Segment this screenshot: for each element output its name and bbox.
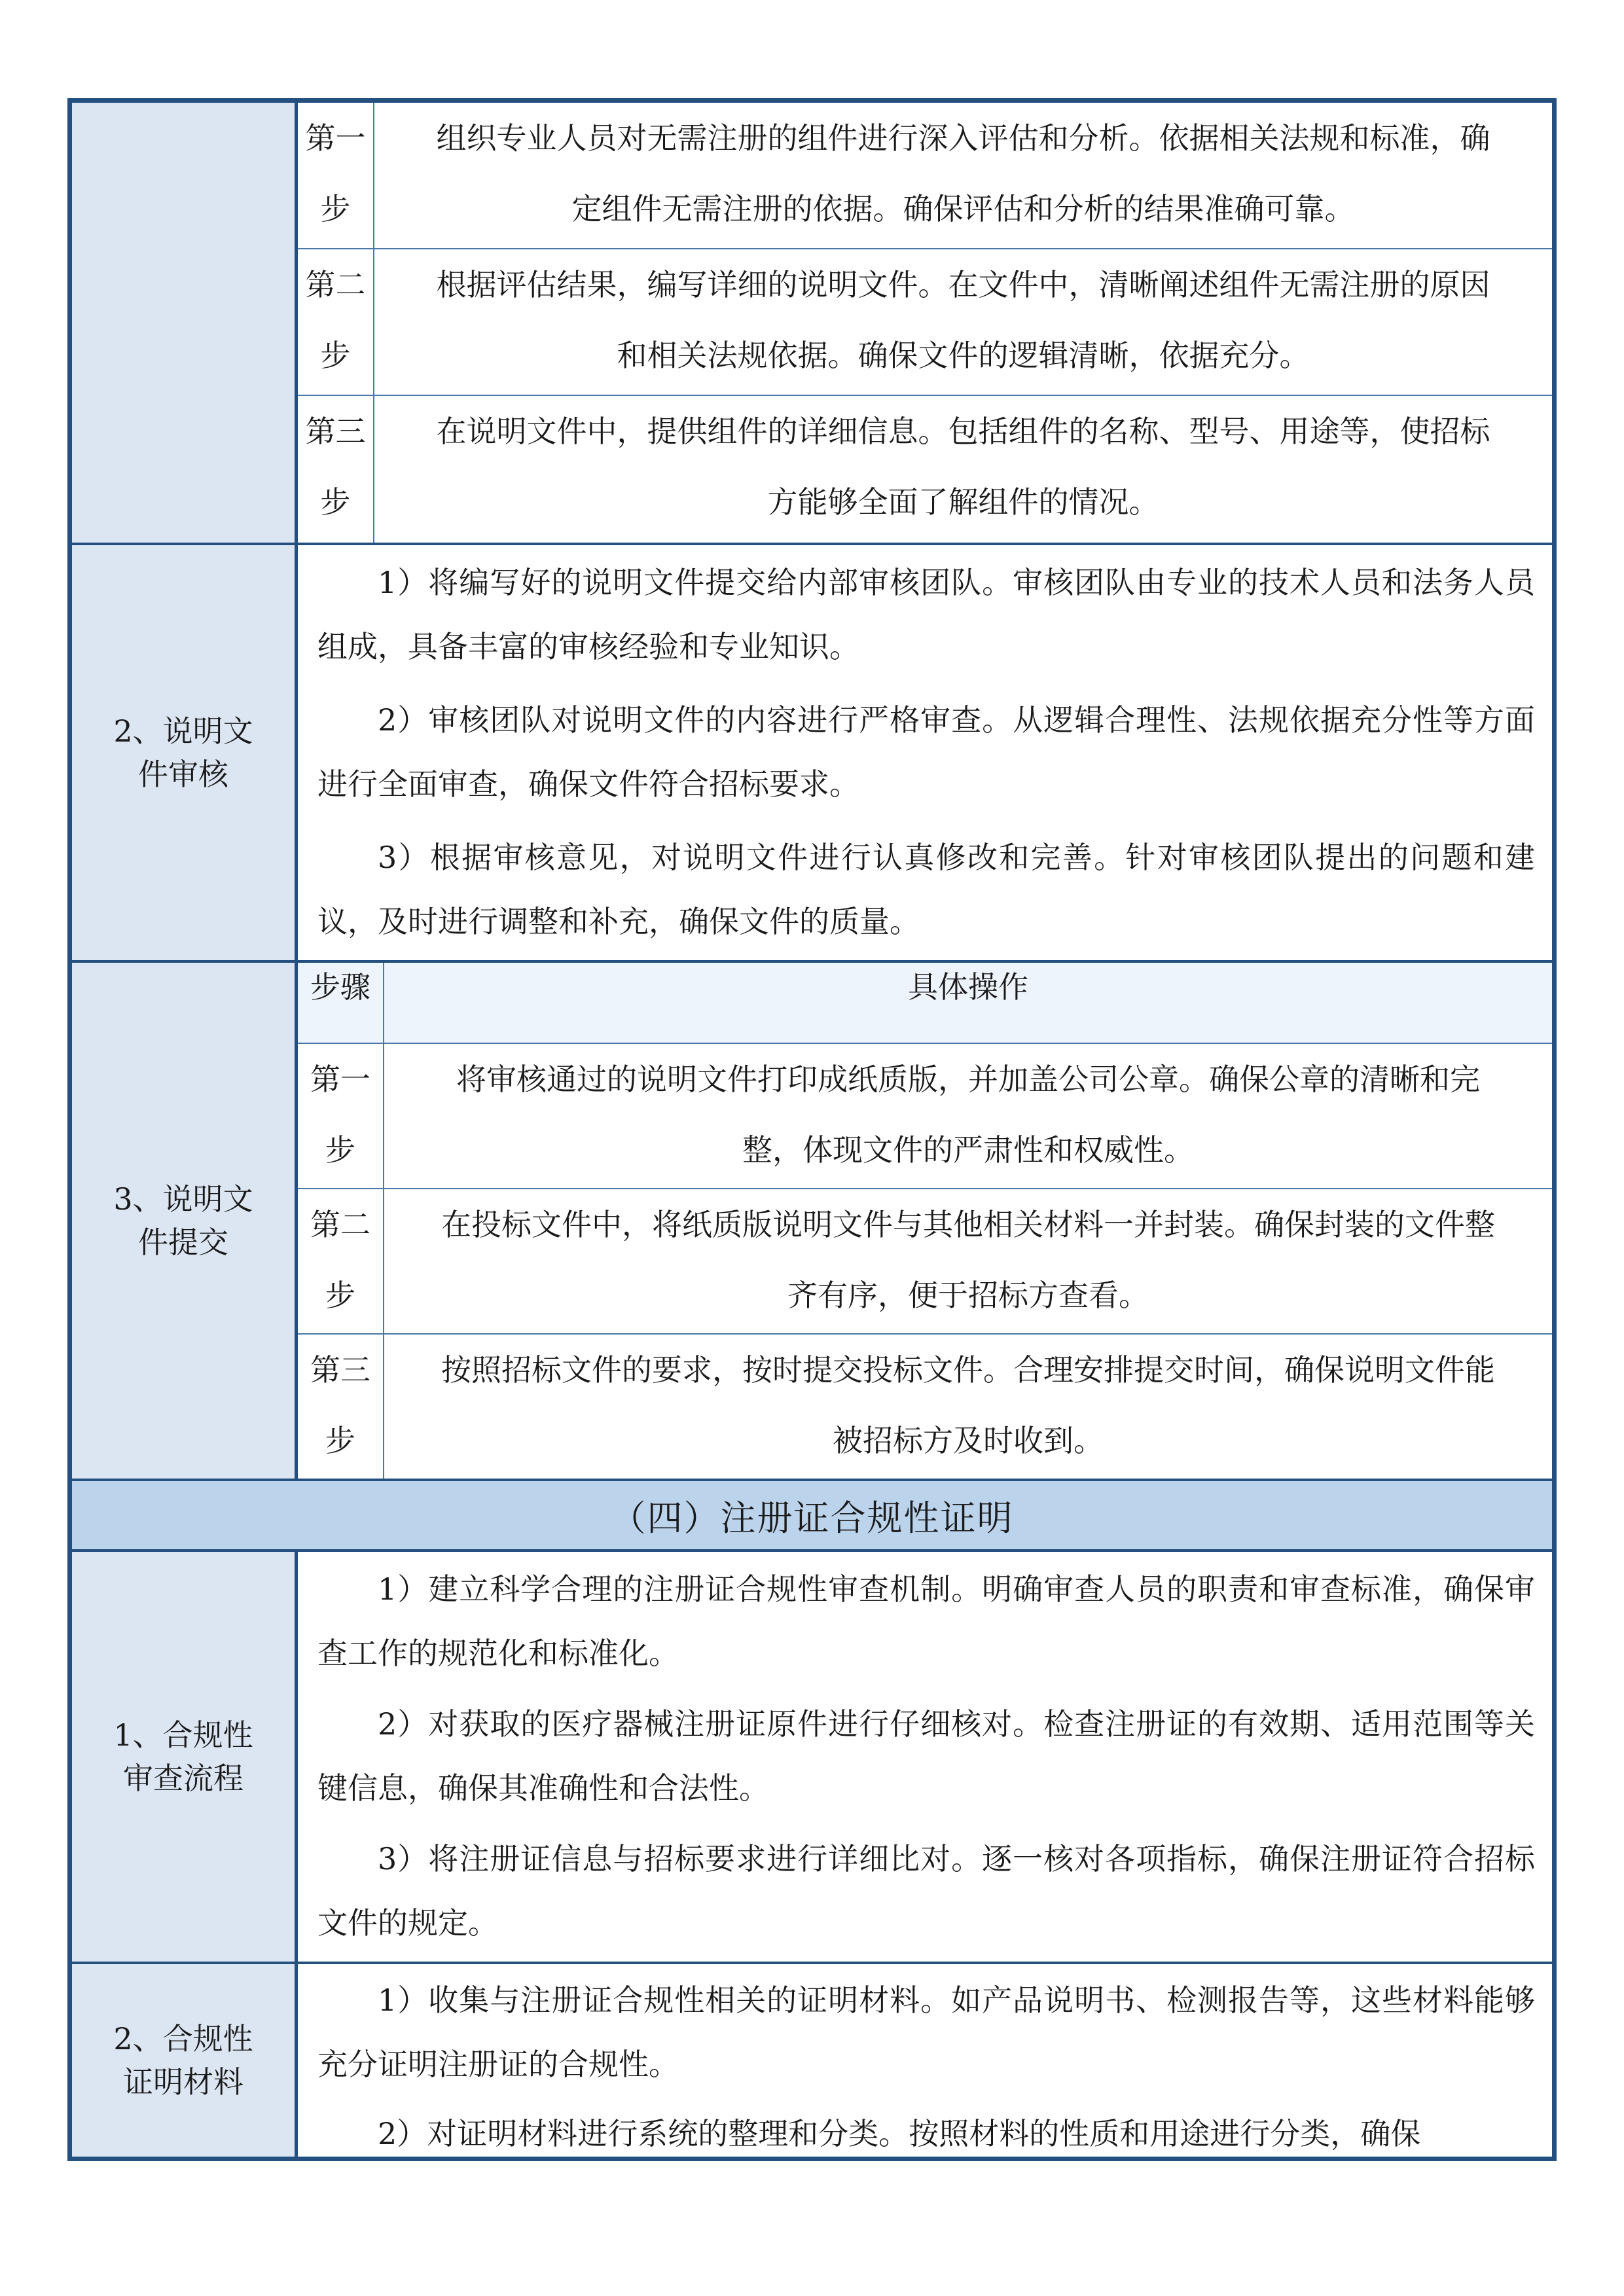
step-text (374, 396, 1552, 541)
section-4-title: （四）注册证合规性证明 (72, 1481, 1552, 1549)
step-text-line2: 整，体现文件的严肃性和权威性。 (742, 1132, 1194, 1168)
step-text-line1: 组织专业人员对无需注册的组件进行深入评估和分析。依据相关法规和标准，确 (436, 120, 1490, 156)
step-text-line2: 方能够全面了解组件的情况。 (767, 484, 1159, 520)
step-label-line2: 步 (325, 1423, 355, 1458)
step-text-line2: 定组件无需注册的依据。确保评估和分析的结果准确可靠。 (571, 191, 1355, 226)
submit-label-line2: 件提交 (138, 1225, 228, 1260)
step-text-line1: 按照招标文件的要求，按时提交投标文件。合理安排提交时间，确保说明文件能 (441, 1352, 1495, 1388)
step-label-line2: 步 (320, 338, 351, 373)
step-text-line1: 在投标文件中，将纸质版说明文件与其他相关材料一并封装。确保封装的文件整 (441, 1207, 1495, 1242)
review-paragraph-1: 1）将编写好的说明文件提交给内部审核团队。审核团队由专业的技术人员和法务人员组成，具备丰富的审核经验和专业知识。 (317, 565, 1535, 664)
step-text-line1: 根据评估结果，编写详细的说明文件。在文件中，清晰阐述组件无需注册的原因 (436, 267, 1490, 302)
continued-label-cell (72, 103, 298, 543)
review-label-line2: 件审核 (138, 757, 228, 792)
document-table (67, 98, 1557, 2161)
compliance-materials-label-cell (72, 1964, 298, 2157)
review-label-cell (72, 545, 298, 960)
step-text-line2: 和相关法规依据。确保文件的逻辑清晰，依据充分。 (617, 338, 1310, 373)
step-label-line2: 步 (320, 484, 351, 520)
step-label-line1: 第一 (310, 1062, 370, 1097)
compliance-materials-label-line2: 证明材料 (123, 2064, 244, 2100)
step-label (298, 103, 373, 248)
header-step: 步骤 (310, 969, 370, 1005)
step-label-line2: 步 (325, 1132, 355, 1168)
compliance-review-label-cell (72, 1552, 298, 1962)
step-label (298, 1044, 383, 1188)
step-label-line1: 第一 (305, 120, 366, 156)
step-text (384, 1335, 1552, 1479)
review-paragraph-2: 2）审核团队对说明文件的内容进行严格审查。从逻辑合理性、法规依据充分性等方面进行全面审查，确保文件符合招标要求。 (317, 702, 1535, 802)
step-label (298, 1335, 383, 1479)
step-label (298, 1189, 383, 1333)
step-text (374, 103, 1552, 248)
header-operation: 具体操作 (908, 969, 1028, 1005)
step-label-line2: 步 (325, 1278, 355, 1313)
step-text (384, 1189, 1552, 1333)
compliance-review-label-line2: 审查流程 (123, 1761, 244, 1796)
step-label-line1: 第三 (305, 414, 366, 449)
compliance-review-paragraph-3: 3）将注册证信息与招标要求进行详细比对。逐一核对各项指标，确保注册证符合招标文件的规定。 (317, 1841, 1535, 1941)
compliance-materials-paragraph-1: 1）收集与注册证合规性相关的证明材料。如产品说明书、检测报告等，这些材料能够充分证明注册证的合规性。 (317, 1982, 1535, 2082)
submit-label-line1: 3、说明文 (113, 1181, 253, 1217)
step-text (384, 1044, 1552, 1188)
compliance-review-label-line1: 1、合规性 (113, 1717, 253, 1753)
step-text-line2: 被招标方及时收到。 (833, 1423, 1104, 1458)
compliance-materials-paragraph-2: 2）对证明材料进行系统的整理和分类。按照材料的性质和用途进行分类，确保 (378, 2116, 1421, 2151)
step-text (374, 249, 1552, 395)
step-text-line2: 齐有序，便于招标方查看。 (787, 1278, 1149, 1313)
step-label-line1: 第三 (310, 1352, 370, 1388)
compliance-review-paragraph-1: 1）建立科学合理的注册证合规性审查机制。明确审查人员的职责和审查标准，确保审查工作的规范化和标准化。 (317, 1571, 1535, 1671)
step-text-line1: 将审核通过的说明文件打印成纸质版，并加盖公司公章。确保公章的清晰和完 (456, 1062, 1480, 1097)
submit-label-cell (72, 963, 298, 1479)
step-label-line2: 步 (320, 191, 351, 226)
step-text-line1: 在说明文件中，提供组件的详细信息。包括组件的名称、型号、用途等，使招标 (436, 414, 1490, 449)
step-label-line1: 第二 (310, 1207, 370, 1242)
step-label (298, 396, 373, 541)
compliance-materials-label-line1: 2、合规性 (113, 2021, 253, 2056)
review-label-line1: 2、说明文 (113, 713, 253, 749)
review-paragraph-3: 3）根据审核意见，对说明文件进行认真修改和完善。针对审核团队提出的问题和建议，及时进行调整和补充，确保文件的质量。 (317, 840, 1535, 939)
compliance-review-paragraph-2: 2）对获取的医疗器械注册证原件进行仔细核对。检查注册证的有效期、适用范围等关键信息，确保其准确性和合法性。 (317, 1706, 1535, 1806)
step-label-line1: 第二 (305, 267, 366, 302)
step-label (298, 249, 373, 395)
